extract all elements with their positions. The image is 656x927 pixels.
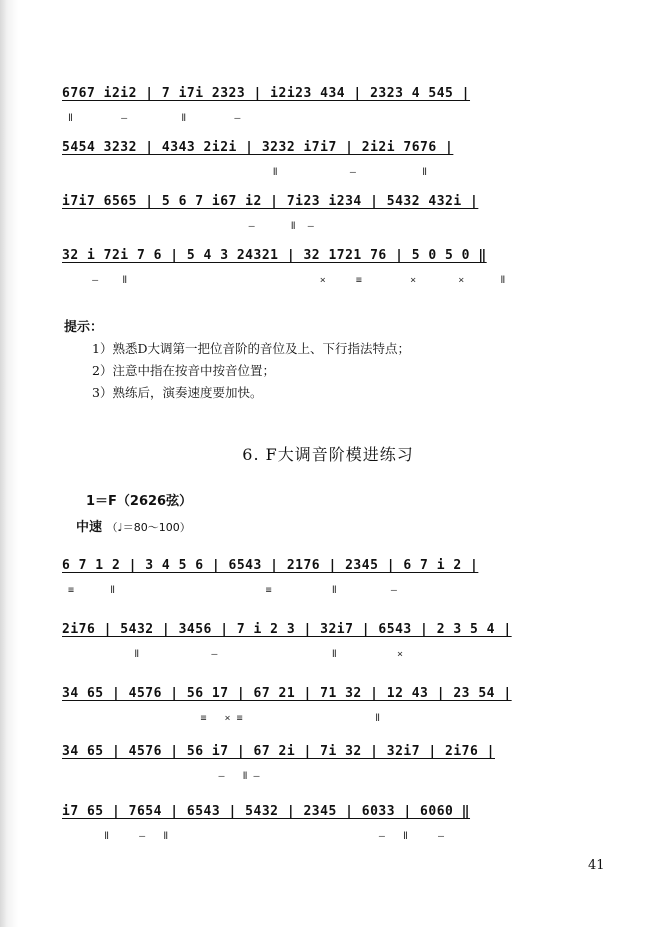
score-notes: 2i76 | 5432 | 3456 | 7 i 2 3 | 32i7 | 6543 | 2 3 5 4 | (62, 622, 512, 637)
score-fingering: – Ⅱ – (62, 771, 260, 782)
hint-item: 2）注意中指在按音中按音位置； (92, 363, 275, 378)
score-fingering: ≡ × ≡ Ⅱ (62, 713, 380, 724)
tempo-marking (76, 516, 191, 535)
score-notes: 34 65 | 4576 | 56 17 | 67 21 | 71 32 | 12 43 | 23 54 | (62, 686, 512, 701)
score-notes: 5454 3232 | 4343 2i2i | 3232 i7i7 | 2i2i 7676 | (62, 140, 454, 155)
score-line (62, 556, 614, 612)
hint-item: 3）熟练后，演奏速度要加快。 (92, 385, 263, 400)
page-number: 41 (588, 858, 605, 873)
key-signature: 1＝F（2626弦） (86, 494, 193, 509)
tempo-label: 中速 (76, 520, 103, 535)
hint-item: 1）熟悉D大调第一把位音阶的音位及上、下行指法特点； (92, 341, 410, 356)
score-line (62, 684, 614, 740)
score-fingering: Ⅱ – Ⅱ – (62, 113, 241, 124)
score-notes: 34 65 | 4576 | 56 i7 | 67 2i | 7i 32 | 32i7 | 2i76 | (62, 744, 495, 759)
score-line (62, 620, 614, 676)
metronome-mark: （♩＝80～100） (106, 521, 191, 534)
score-notes: i7 65 | 7654 | 6543 | 5432 | 2345 | 6033 | 6060 ‖ (62, 804, 471, 819)
score-line (62, 802, 614, 858)
score-fingering: ≡ Ⅱ ≡ Ⅱ – (62, 585, 397, 596)
section-title: 6. F大调音阶模进练习 (242, 445, 414, 464)
score-fingering: – Ⅱ – (62, 221, 314, 232)
score-fingering: Ⅱ – Ⅱ – Ⅱ – (62, 831, 445, 842)
score-notes: i7i7 6565 | 5 6 7 i67 i2 | 7i23 i234 | 5432 432i | (62, 194, 479, 209)
score-fingering: Ⅱ – Ⅱ (62, 167, 428, 178)
hints-list (92, 338, 410, 404)
score-line (62, 246, 614, 302)
score-line (62, 192, 614, 248)
score-notes: 6767 i2i2 | 7 i7i 2323 | i2i23 434 | 2323 4 545 | (62, 86, 471, 101)
score-notes: 6 7 1 2 | 3 4 5 6 | 6543 | 2176 | 2345 | 6 7 i 2 | (62, 558, 479, 573)
hints-title: 提示： (64, 320, 104, 335)
score-line (62, 138, 614, 194)
score-line (62, 84, 614, 140)
score-fingering: – Ⅱ × ≡ × × Ⅱ (62, 275, 506, 286)
score-notes: 32 i 72i 7 6 | 5 4 3 24321 | 32 1721 76 | 5 0 5 0 ‖ (62, 248, 487, 263)
score-line (62, 742, 614, 798)
score-fingering: Ⅱ – Ⅱ × (62, 649, 403, 660)
